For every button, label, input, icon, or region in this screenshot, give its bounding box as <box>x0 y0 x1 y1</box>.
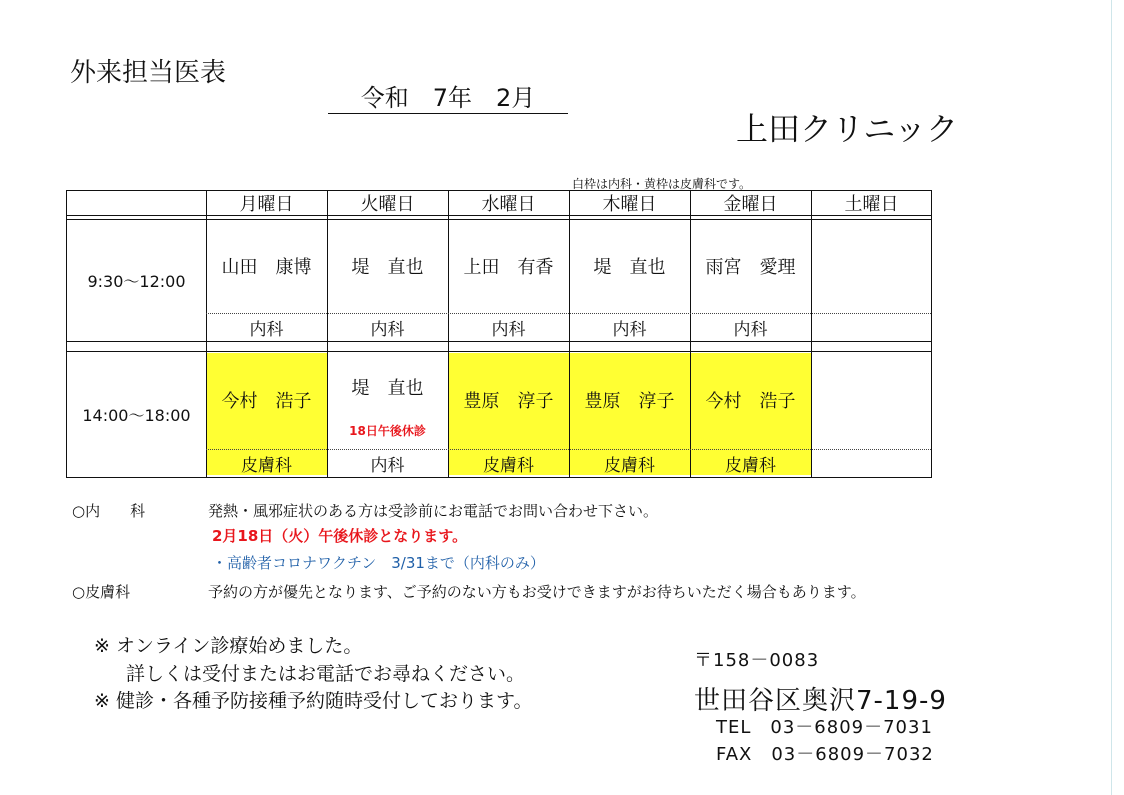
day-header-mon: 月曜日 <box>239 194 294 215</box>
inquiry-note: 詳しくは受付またはお電話でお尋ねください。 <box>126 663 526 685</box>
grid-line <box>67 341 931 342</box>
day-header-fri: 金曜日 <box>723 194 778 215</box>
afternoon-dept-mon: 皮膚科 <box>241 455 292 476</box>
afternoon-doctor-tue: 堤 直也 <box>351 378 424 399</box>
afternoon-time-slot: 14:00〜18:00 <box>82 405 191 425</box>
clinic-name: 上田クリニック <box>736 110 959 148</box>
day-header-thu: 木曜日 <box>602 194 657 215</box>
afternoon-closure-note: 18日午後休診 <box>349 423 426 438</box>
morning-dept-sat <box>811 313 932 341</box>
morning-doctor-fri: 雨宮 愛理 <box>705 257 796 278</box>
schedule-period: 令和 7年 2月 <box>328 84 568 114</box>
day-header-sat: 土曜日 <box>844 194 899 215</box>
vaccine-note: ・高齢者コロナワクチン 3/31まで（内科のみ） <box>212 554 545 572</box>
page-title: 外来担当医表 <box>70 58 227 88</box>
postal-code: 〒158－0083 <box>694 650 820 671</box>
morning-doctor-tue: 堤 直也 <box>351 257 424 278</box>
morning-doctor-mon: 山田 康博 <box>221 257 312 278</box>
closure-announcement: 2月18日（火）午後休診となります。 <box>212 527 468 545</box>
day-header-tue: 火曜日 <box>360 194 415 215</box>
afternoon-dept-fri: 皮膚科 <box>725 455 776 476</box>
morning-dept-tue: 内科 <box>370 319 405 340</box>
morning-time-slot: 9:30〜12:00 <box>87 271 186 291</box>
afternoon-doctor-sat <box>811 351 932 449</box>
morning-dept-fri: 内科 <box>733 319 768 340</box>
online-consultation-note: ※ オンライン診療始めました。 <box>94 635 363 657</box>
morning-dept-mon: 内科 <box>249 319 284 340</box>
dermatology-note: 予約の方が優先となります、ご予約のない方もお受けできますがお待ちいただく場合もあります。 <box>208 583 866 601</box>
morning-doctor-sat <box>811 219 932 313</box>
morning-dept-wed: 内科 <box>491 319 526 340</box>
checkup-note: ※ 健診・各種予防接種予約随時受付しております。 <box>94 690 533 712</box>
afternoon-doctor-wed: 豊原 淳子 <box>463 391 554 412</box>
page-edge-line <box>1111 0 1112 795</box>
clinic-address: 世田谷区奥沢7-19-9 <box>694 686 947 716</box>
afternoon-dept-wed: 皮膚科 <box>483 455 534 476</box>
afternoon-doctor-thu: 豊原 淳子 <box>584 391 675 412</box>
afternoon-doctor-mon: 今村 浩子 <box>221 391 312 412</box>
schedule-table <box>66 190 932 478</box>
morning-doctor-wed: 上田 有香 <box>463 257 554 278</box>
morning-dept-thu: 内科 <box>612 319 647 340</box>
color-legend-note: 白枠は内科・黄枠は皮膚科です。 <box>572 177 752 191</box>
phone-number: TEL 03－6809－7031 <box>716 717 933 738</box>
fax-number: FAX 03－6809－7032 <box>716 744 934 765</box>
afternoon-dept-tue: 内科 <box>370 455 405 476</box>
afternoon-dept-thu: 皮膚科 <box>604 455 655 476</box>
internal-medicine-label: ○内 科 <box>72 502 146 520</box>
morning-doctor-thu: 堤 直也 <box>593 257 666 278</box>
dermatology-label: ○皮膚科 <box>72 583 131 601</box>
day-header-wed: 水曜日 <box>481 194 536 215</box>
afternoon-dept-sat <box>811 449 932 477</box>
afternoon-doctor-fri: 今村 浩子 <box>705 391 796 412</box>
internal-medicine-note: 発熱・風邪症状のある方は受診前にお電話でお問い合わせ下さい。 <box>208 502 659 520</box>
